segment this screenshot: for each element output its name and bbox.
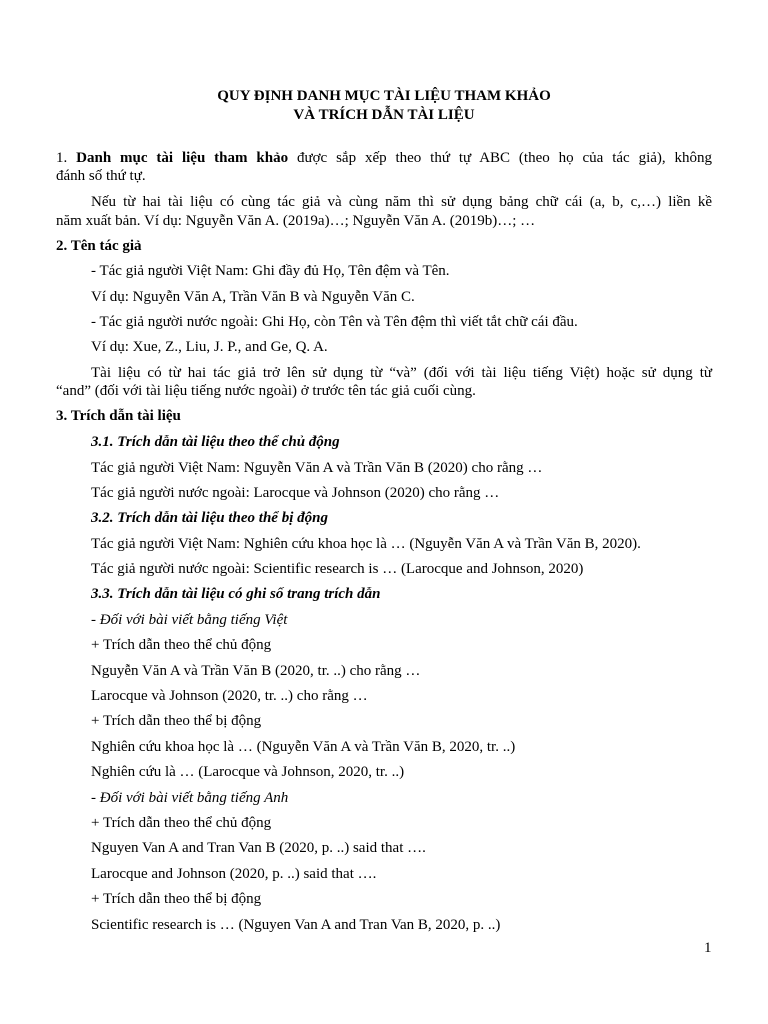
document-title-line-2: VÀ TRÍCH DẪN TÀI LIỆU (293, 107, 475, 123)
section-3-1-foreign: Tác giả người nước ngoài: Larocque và Johnson (2020) cho rằng … (91, 485, 500, 501)
section-3-2-vietnamese: Tác giả người Việt Nam: Nghiên cứu khoa học là … (Nguyễn Văn A và Trần Văn B, 2020). (91, 536, 641, 552)
section-2-note-line-1: Tài liệu có từ hai tác giả trở lên sử dụng từ “và” (đối với tài liệu tiếng Việt) hoặc sử dụng từ (91, 365, 712, 381)
vietnamese-passive-example-1: Nghiên cứu khoa học là … (Nguyễn Văn A và Trần Văn B, 2020, tr. ..) (91, 739, 516, 755)
section-3-2-foreign: Tác giả người nước ngoài: Scientific research is … (Larocque and Johnson, 2020) (91, 561, 584, 577)
section-1-paragraph-2-line-1: Nếu từ hai tài liệu có cùng tác giả và cùng năm thì sử dụng bảng chữ cái (a, b, c,…) liền kề (91, 194, 712, 210)
english-passive-heading: + Trích dẫn theo thể bị động (91, 891, 262, 907)
section-2-note-line-2: “and” (đối với tài liệu tiếng nước ngoài) ở trước tên tác giả cuối cùng. (56, 383, 476, 399)
vietnamese-passive-heading: + Trích dẫn theo thể bị động (91, 713, 262, 729)
section-3-1-vietnamese: Tác giả người Việt Nam: Nguyễn Văn A và Trần Văn B (2020) cho rằng … (91, 460, 543, 476)
section-3-3-heading: 3.3. Trích dẫn tài liệu có ghi số trang trích dẫn (91, 586, 381, 602)
english-active-heading: + Trích dẫn theo thể chủ động (91, 815, 272, 831)
vietnamese-active-heading: + Trích dẫn theo thể chủ động (91, 637, 272, 653)
section-1-text-line-2: đánh số thứ tự. (56, 168, 146, 184)
section-1-paragraph (56, 148, 712, 168)
section-2-foreign-example: Ví dụ: Xue, Z., Liu, J. P., and Ge, Q. A. (91, 339, 328, 355)
vietnamese-articles-heading: - Đối với bài viết bằng tiếng Việt (91, 612, 288, 628)
english-passive-example-1: Scientific research is … (Nguyen Van A and Tran Van B, 2020, p. ..) (91, 917, 501, 933)
section-1-text: được sắp xếp theo thứ tự ABC (theo họ của tác giả), không (296, 150, 713, 166)
vietnamese-passive-example-2: Nghiên cứu là … (Larocque và Johnson, 2020, tr. ..) (91, 764, 405, 780)
section-1-number: 1. (56, 150, 68, 166)
section-1-heading: Danh mục tài liệu tham khảo (76, 150, 289, 166)
vietnamese-active-example-1: Nguyễn Văn A và Trần Văn B (2020, tr. ..) cho rằng … (91, 663, 421, 679)
section-2-vietnamese-example: Ví dụ: Nguyễn Văn A, Trần Văn B và Nguyễn Văn C. (91, 289, 415, 305)
english-articles-heading: - Đối với bài viết bằng tiếng Anh (91, 790, 289, 806)
section-2-foreign-author: - Tác giả người nước ngoài: Ghi Họ, còn Tên và Tên đệm thì viết tắt chữ cái đầu. (91, 314, 578, 330)
section-2-vietnamese-author: - Tác giả người Việt Nam: Ghi đầy đủ Họ, Tên đệm và Tên. (91, 263, 450, 279)
section-3-1-heading: 3.1. Trích dẫn tài liệu theo thể chủ động (91, 434, 340, 450)
vietnamese-active-example-2: Larocque và Johnson (2020, tr. ..) cho rằng … (91, 688, 368, 704)
english-active-example-2: Larocque and Johnson (2020, p. ..) said that …. (91, 866, 377, 882)
section-1-paragraph-2-line-2: năm xuất bản. Ví dụ: Nguyễn Văn A. (2019a)…; Nguyễn Văn A. (2019b)…; … (56, 213, 536, 229)
page-number: 1 (704, 940, 712, 956)
section-3-heading: 3. Trích dẫn tài liệu (56, 408, 181, 424)
english-active-example-1: Nguyen Van A and Tran Van B (2020, p. ..) said that …. (91, 840, 426, 856)
document-title-line-1: QUY ĐỊNH DANH MỤC TÀI LIỆU THAM KHẢO (217, 88, 551, 104)
section-3-2-heading: 3.2. Trích dẫn tài liệu theo thể bị động (91, 510, 328, 526)
section-2-heading: 2. Tên tác giả (56, 238, 142, 254)
